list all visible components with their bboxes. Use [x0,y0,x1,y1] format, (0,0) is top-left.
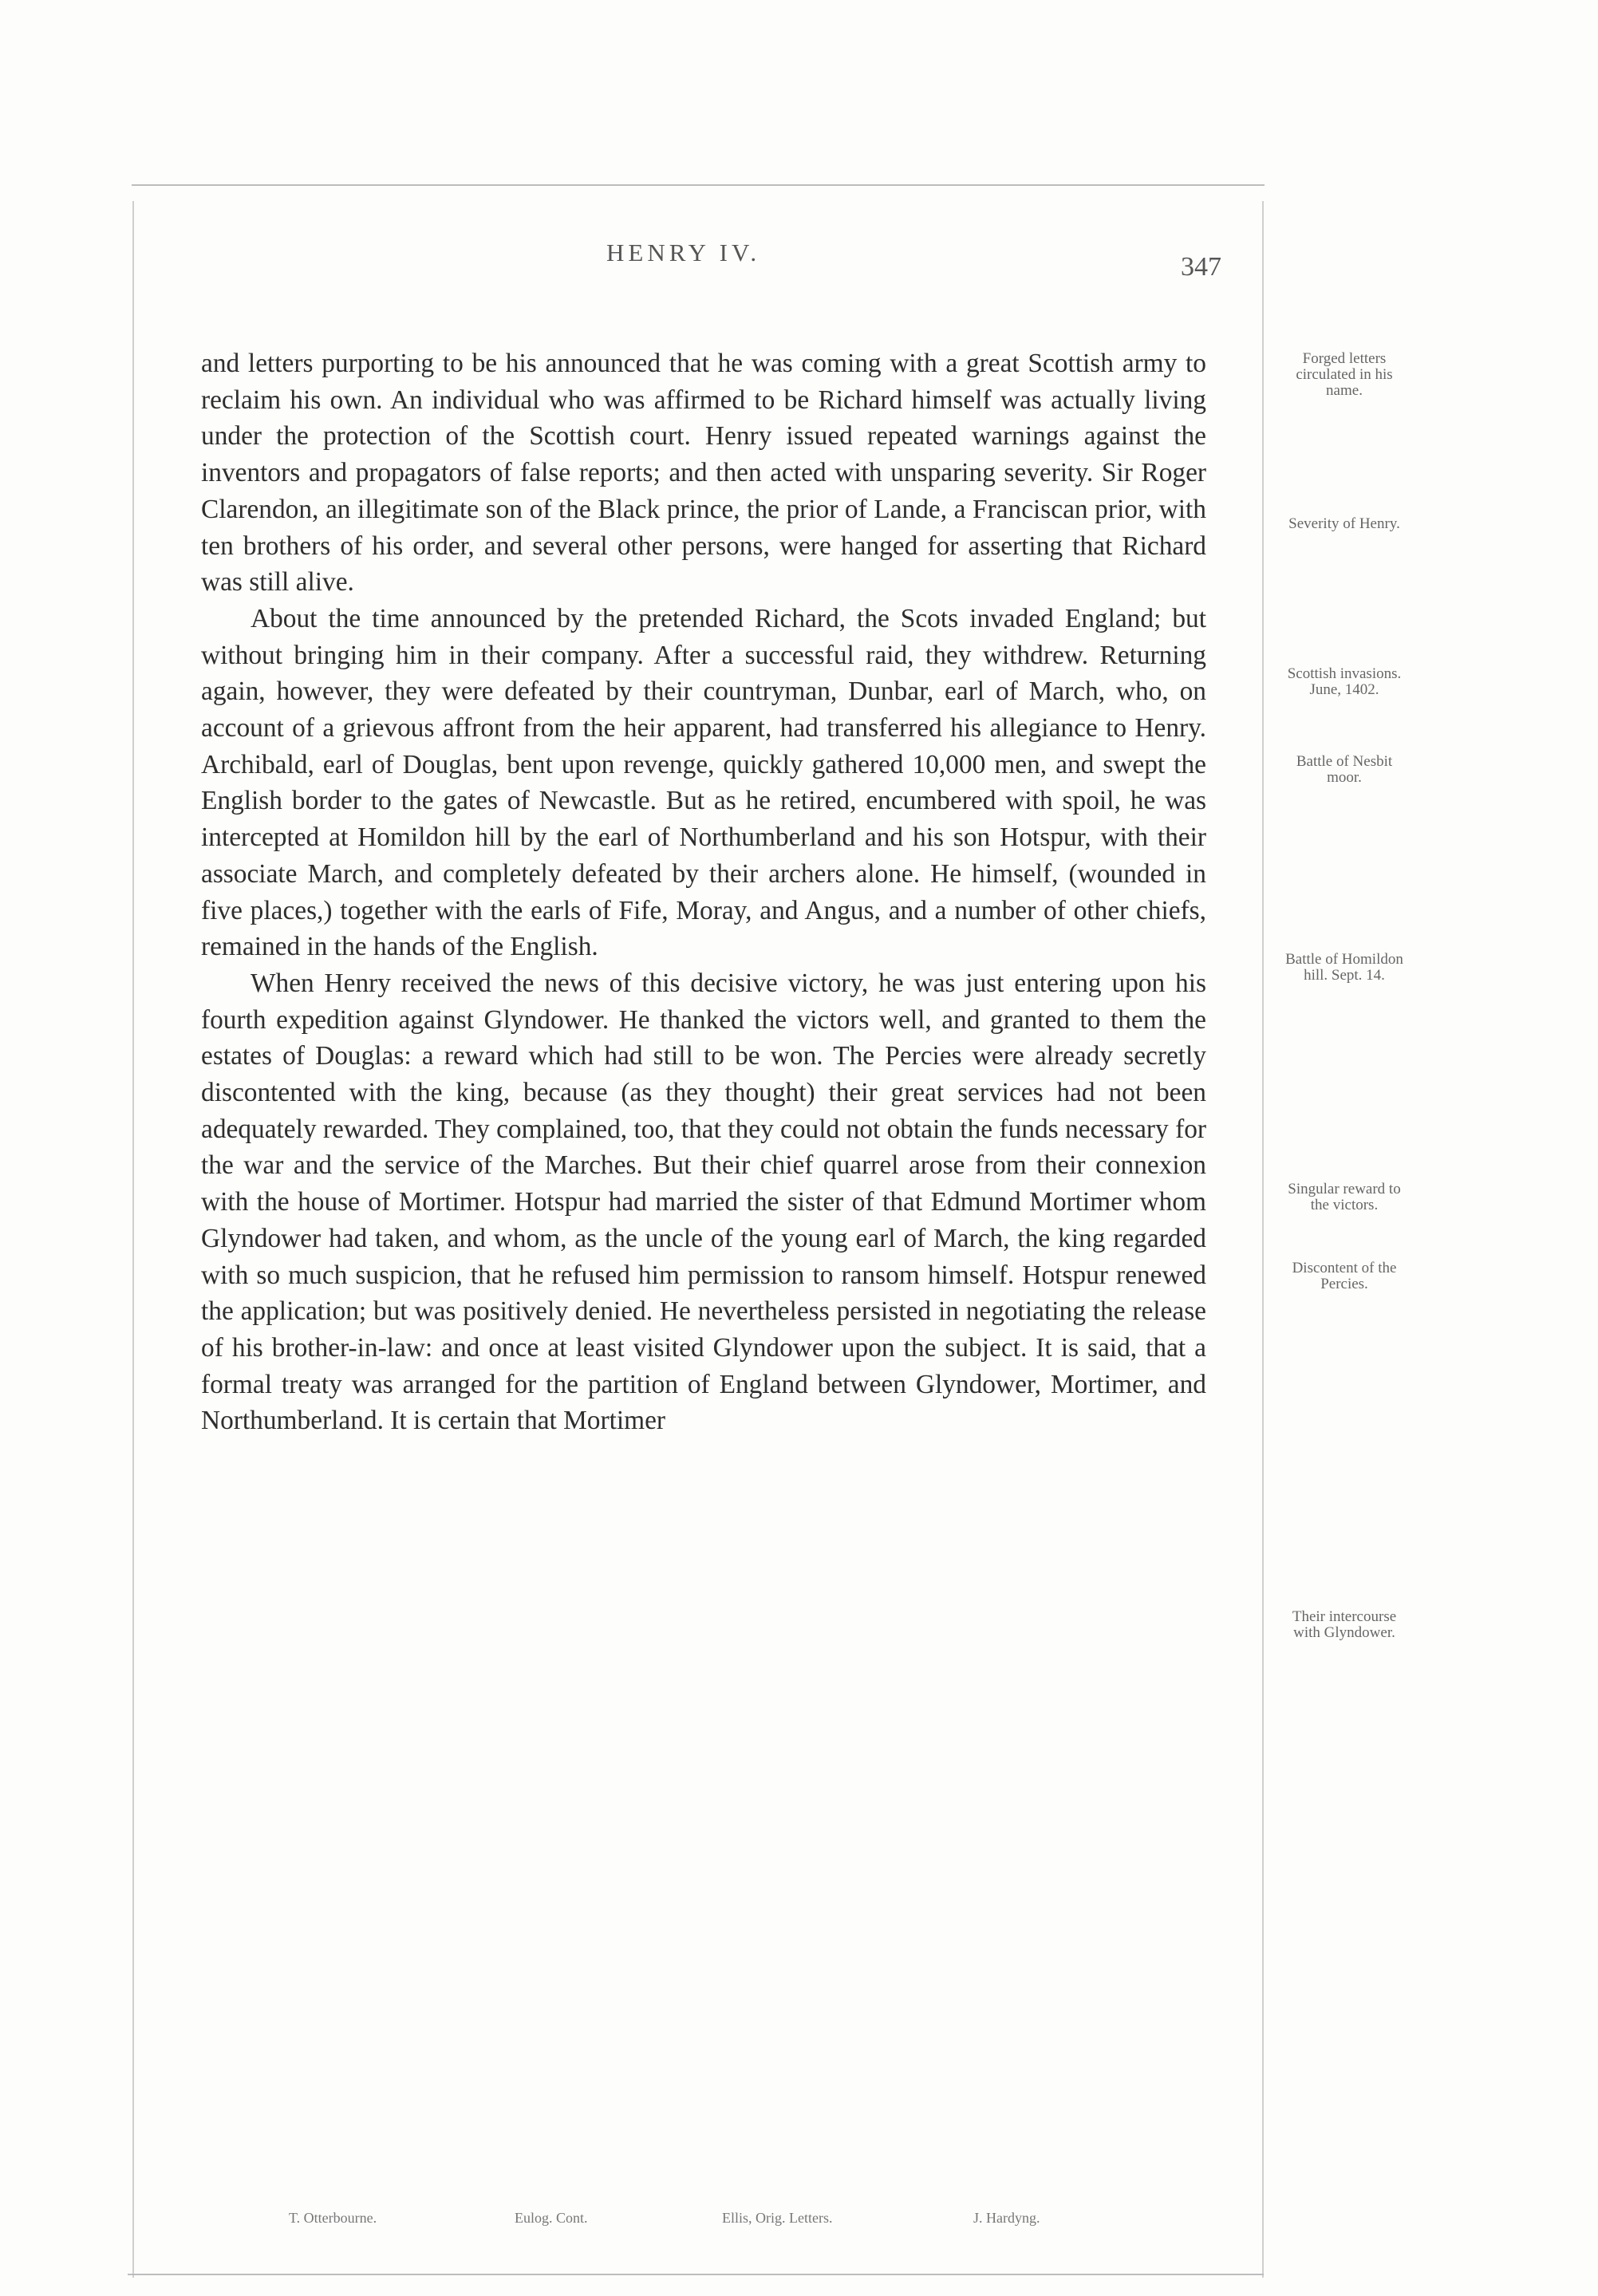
body-text [201,345,1206,1439]
left-border-line [132,201,134,2278]
bottom-rule-visible [128,2274,1264,2275]
margin-note: Scottish invasions. June, 1402. [1287,665,1402,698]
margin-note: Forged letters circulated in his name. [1296,350,1393,399]
paragraph: When Henry received the news of this decisive victory, he was just entering upon his fourth expedition against Glyndower. He thanked the victors well, and granted to them the estates of Douglas: a reward which had still to be won. The Percies were already secretly discontented with the king, because (as they thought) their great services had not been adequately rewarded. They complained, too, that they could not obtain the funds necessary for the war and the service of the Marches. But their chief quarrel arose from their connexion with the house of Mortimer. Hotspur had married the sister of that Edmund Mortimer whom Glyndower had taken, and whom, as the uncle of the young earl of March, the king regarded with so much suspicion, that he refused him permission to ransom himself. Hotspur renewed the application; but was positively denied. He nevertheless persisted in negotiating the release of his brother-in-law: and once at least visited Glyndower upon the subject. It is said, that a formal treaty was arranged for the partition of England between Glyndower, Mortimer, and Northumberland. It is certain that Mortimer [201,968,1206,1436]
right-border-line [1262,201,1264,2278]
running-head: HENRY IV. [606,239,761,266]
margin-note: Their intercourse with Glyndower. [1292,1608,1397,1641]
margin-note: Battle of Nesbit moor. [1296,753,1393,786]
margin-note: Discontent of the Percies. [1292,1260,1397,1292]
paragraph: About the time announced by the pretended Richard, the Scots invaded England; but without bringing him in their company. After a successful raid, they withdrew. Returning again, however, they were defeated by their countryman, Dunbar, earl of March, who, on account of a grievous affront from the heir apparent, had transferred his allegiance to Henry. Archibald, earl of Douglas, bent upon revenge, quickly gathered 10,000 men, and swept the English border to the gates of Newcastle. But as he retired, encumbered with spoil, he was intercepted at Homildon hill by the earl of Northumberland and his son Hotspur, with their associate March, and completely defeated by their archers alone. He himself, (wounded in five places,) together with the earls of Fife, Moray, and Angus, and a number of other chiefs, remained in the hands of the English. [201,603,1206,962]
margin-note: Battle of Homildon hill. Sept. 14. [1285,951,1403,984]
margin-note: Singular reward to the victors. [1288,1181,1401,1213]
footer-source: J. Hardyng. [973,2210,1040,2226]
margin-note: Severity of Henry. [1288,515,1400,532]
footer-source: Eulog. Cont. [515,2210,588,2226]
footer-source: Ellis, Orig. Letters. [722,2210,833,2226]
footer-source: T. Otterbourne. [289,2210,377,2226]
paragraph: and letters purporting to be his announced that he was coming with a great Scottish army to reclaim his own. An individual who was affirmed to be Richard himself was actually living under the protection of the Scottish court. Henry issued repeated warnings against the inventors and propagators of false reports; and then acted with unsparing severity. Sir Roger Clarendon, an illegitimate son of the Black prince, the prior of Lande, a Franciscan prior, with ten brothers of his order, and several other persons, were hanged for asserting that Richard was still alive. [201,349,1206,598]
page-number: 347 [1181,252,1221,282]
top-rule [132,184,1265,186]
